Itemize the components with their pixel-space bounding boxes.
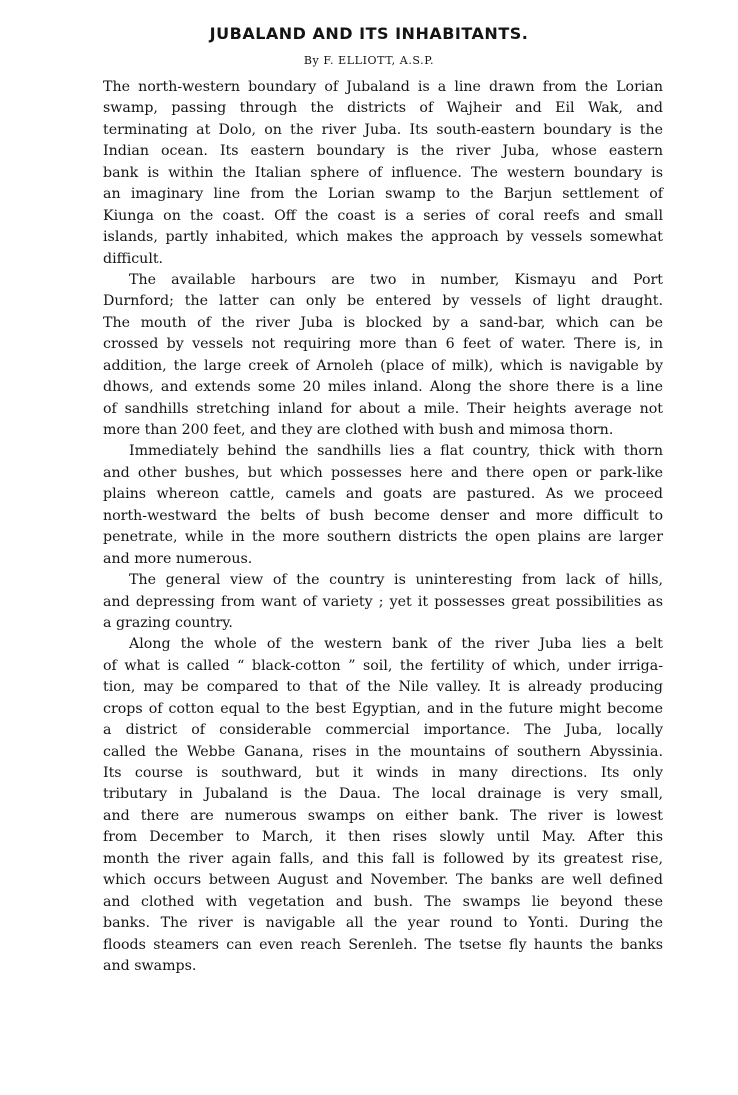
text-line: crops of cotton equal to the best Egyptian, and in the future might become — [103, 700, 663, 717]
paragraph — [103, 77, 663, 270]
text-line: tributary in Jubaland is the Daua. The local drainage is very small, — [103, 786, 663, 803]
text-line: Its course is southward, but it winds in many directions. Its only — [103, 765, 663, 781]
text-line: and more numerous. — [103, 550, 253, 567]
text-line: and clothed with vegetation and bush. The swamps lie beyond these — [103, 893, 663, 910]
text-line: which occurs between August and November. The banks are well defined — [103, 872, 663, 889]
text-line: islands, partly inhabited, which makes the approach by vessels somewhat — [103, 229, 663, 246]
text-line: and other bushes, but which possesses here and there open or park-like — [103, 464, 663, 481]
text-line: and swamps. — [103, 957, 197, 974]
text-line: floods steamers can even reach Serenleh. The tsetse fly haunts the banks — [103, 936, 663, 953]
paragraph — [103, 441, 663, 570]
text-line: difficult. — [103, 250, 164, 267]
text-line: The general view of the country is uninteresting from lack of hills, — [129, 572, 663, 589]
text-line: terminating at Dolo, on the river Juba. Its south-eastern boundary is the — [103, 121, 663, 138]
text-line: Indian ocean. Its eastern boundary is the river Juba, whose eastern — [103, 143, 663, 160]
text-line: called the Webbe Ganana, rises in the mountains of southern Abyssinia. — [103, 743, 663, 760]
text-line: The available harbours are two in number, Kismayu and Port — [129, 271, 663, 288]
article-title: JUBALAND AND ITS INHABITANTS. — [209, 24, 529, 43]
text-line: north-westward the belts of bush become denser and more difficult to — [103, 507, 663, 524]
text-line: crossed by vessels not requiring more than 6 feet of water. There is, in — [103, 336, 663, 353]
text-line: tion, may be compared to that of the Nile valley. It is already producing — [103, 679, 663, 696]
text-line: more than 200 feet, and they are clothed with bush and mimosa thorn. — [103, 422, 614, 438]
text-line: The mouth of the river Juba is blocked by a sand-bar, which can be — [103, 314, 663, 331]
text-line: Immediately behind the sandhills lies a flat country, thick with thorn — [129, 443, 663, 460]
text-line: a district of considerable commercial importance. The Juba, locally — [103, 722, 663, 739]
text-line: and depressing from want of variety ; yet it possesses great possibilities as — [103, 593, 663, 610]
text-line: penetrate, while in the more southern districts the open plains are larger — [103, 529, 663, 546]
text-line: of sandhills stretching inland for about a mile. Their heights average not — [103, 400, 663, 417]
text-line: swamp, passing through the districts of Wajheir and Eil Wak, and — [103, 100, 663, 117]
text-line: a grazing country. — [103, 614, 233, 631]
text-line: plains whereon cattle, camels and goats are pastured. As we proceed — [103, 486, 663, 503]
paragraph — [103, 570, 663, 634]
text-line: bank is within the Italian sphere of influence. The western boundary is — [103, 164, 663, 181]
text-line: The north-western boundary of Jubaland is a line drawn from the Lorian — [103, 79, 663, 95]
text-line: month the river again falls, and this fall is followed by its greatest rise, — [103, 850, 663, 867]
text-line: Kiunga on the coast. Off the coast is a series of coral reefs and small — [103, 207, 663, 224]
text-line: of what is called “ black-cotton ” soil, the fertility of which, under irriga- — [103, 657, 663, 674]
text-line: from December to March, it then rises slowly until May. After this — [103, 829, 663, 846]
article-body — [103, 77, 663, 977]
text-line: banks. The river is navigable all the year round to Yonti. During the — [103, 915, 663, 932]
text-line: an imaginary line from the Lorian swamp to the Barjun settlement of — [103, 186, 663, 203]
text-line: addition, the large creek of Arnoleh (place of milk), which is navigable by — [103, 357, 663, 374]
text-line: and there are numerous swamps on either bank. The river is lowest — [103, 807, 663, 824]
article-byline: By F. ELLIOTT, A.S.P. — [303, 54, 435, 67]
text-line: dhows, and extends some 20 miles inland. Along the shore there is a line — [103, 379, 663, 396]
text-line: Durnford; the latter can only be entered by vessels of light draught. — [103, 293, 663, 310]
paragraph — [103, 270, 663, 442]
paragraph — [103, 634, 663, 977]
text-line: Along the whole of the western bank of the river Juba lies a belt — [129, 636, 663, 653]
